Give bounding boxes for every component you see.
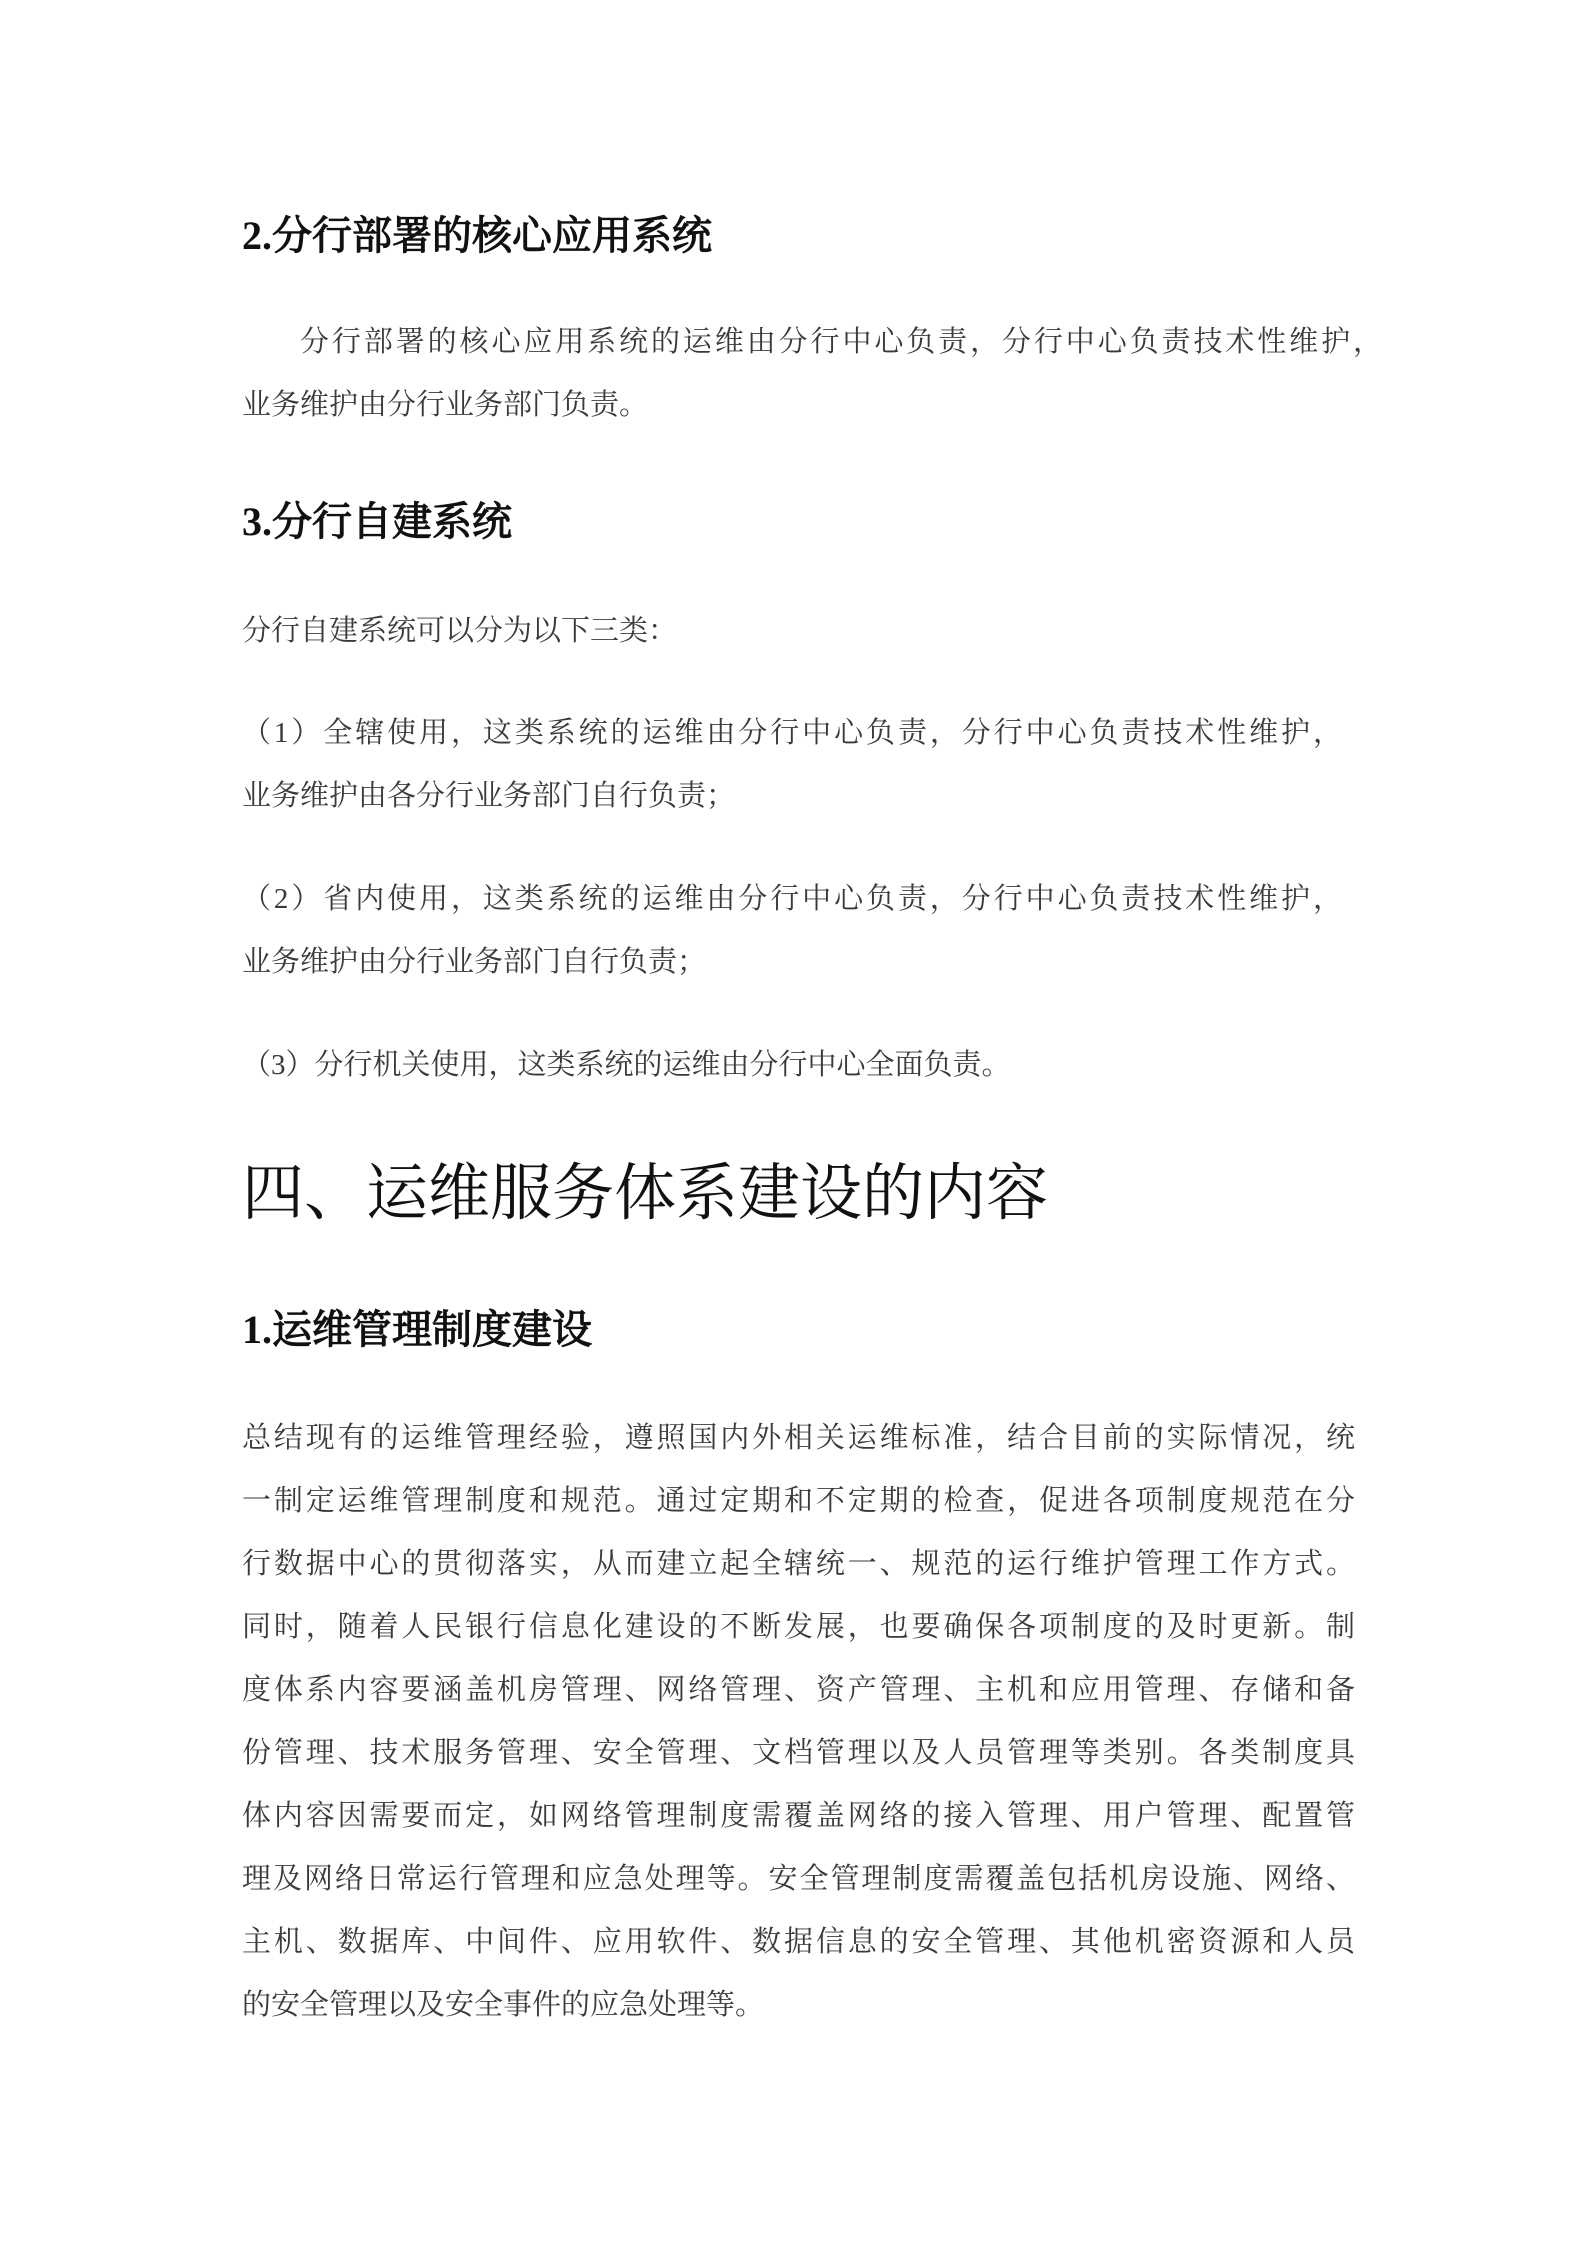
- text-line: （2）省内使用，这类系统的运维由分行中心负责，分行中心负责技术性维护，: [242, 883, 1342, 915]
- text-line: 一制定运维管理制度和规范。通过定期和不定期的检查，促进各项制度规范在分: [242, 1485, 1355, 1517]
- text-line: 业务维护由分行业务部门负责。: [242, 389, 649, 421]
- list-item-2: [242, 868, 1342, 994]
- paragraph-core-apps: [242, 311, 1382, 437]
- text-line: 总结现有的运维管理经验，遵照国内外相关运维标准，结合目前的实际情况，统: [242, 1422, 1355, 1454]
- text-line: 体内容因需要而定，如网络管理制度需覆盖网络的接入管理、用户管理、配置管: [242, 1800, 1355, 1832]
- text-line: 分行部署的核心应用系统的运维由分行中心负责，分行中心负责技术性维护，: [300, 326, 1382, 358]
- text-line: 份管理、技术服务管理、安全管理、文档管理以及人员管理等类别。各类制度具: [242, 1737, 1355, 1769]
- text-line: 理及网络日常运行管理和应急处理等。安全管理制度需覆盖包括机房设施、网络、: [242, 1863, 1355, 1895]
- heading-core-apps: 2.分行部署的核心应用系统: [242, 213, 712, 258]
- list-item-1: [242, 702, 1342, 828]
- text-line: 主机、数据库、中间件、应用软件、数据信息的安全管理、其他机密资源和人员: [242, 1926, 1355, 1958]
- text-line: 同时，随着人民银行信息化建设的不断发展，也要确保各项制度的及时更新。制: [242, 1611, 1355, 1643]
- heading-self-built: 3.分行自建系统: [242, 499, 512, 544]
- text-line: 行数据中心的贯彻落实，从而建立起全辖统一、规范的运行维护管理工作方式。: [242, 1548, 1355, 1580]
- heading-mgmt-system: 1.运维管理制度建设: [242, 1307, 592, 1352]
- text-line: 度体系内容要涵盖机房管理、网络管理、资产管理、主机和应用管理、存储和备: [242, 1674, 1355, 1706]
- text-line: 的安全管理以及安全事件的应急处理等。: [242, 1989, 765, 2021]
- text-line: （1）全辖使用，这类系统的运维由分行中心负责，分行中心负责技术性维护，: [242, 717, 1342, 749]
- paragraph-mgmt-system: [242, 1407, 1355, 2037]
- text-line: 业务维护由分行业务部门自行负责；: [242, 946, 707, 978]
- list-item-3: （3）分行机关使用，这类系统的运维由分行中心全面负责。: [242, 1049, 1011, 1081]
- chapter-heading: 四、运维服务体系建设的内容: [242, 1160, 1049, 1228]
- text-line: 业务维护由各分行业务部门自行负责；: [242, 780, 736, 812]
- paragraph-self-built-intro: 分行自建系统可以分为以下三类：: [242, 615, 678, 647]
